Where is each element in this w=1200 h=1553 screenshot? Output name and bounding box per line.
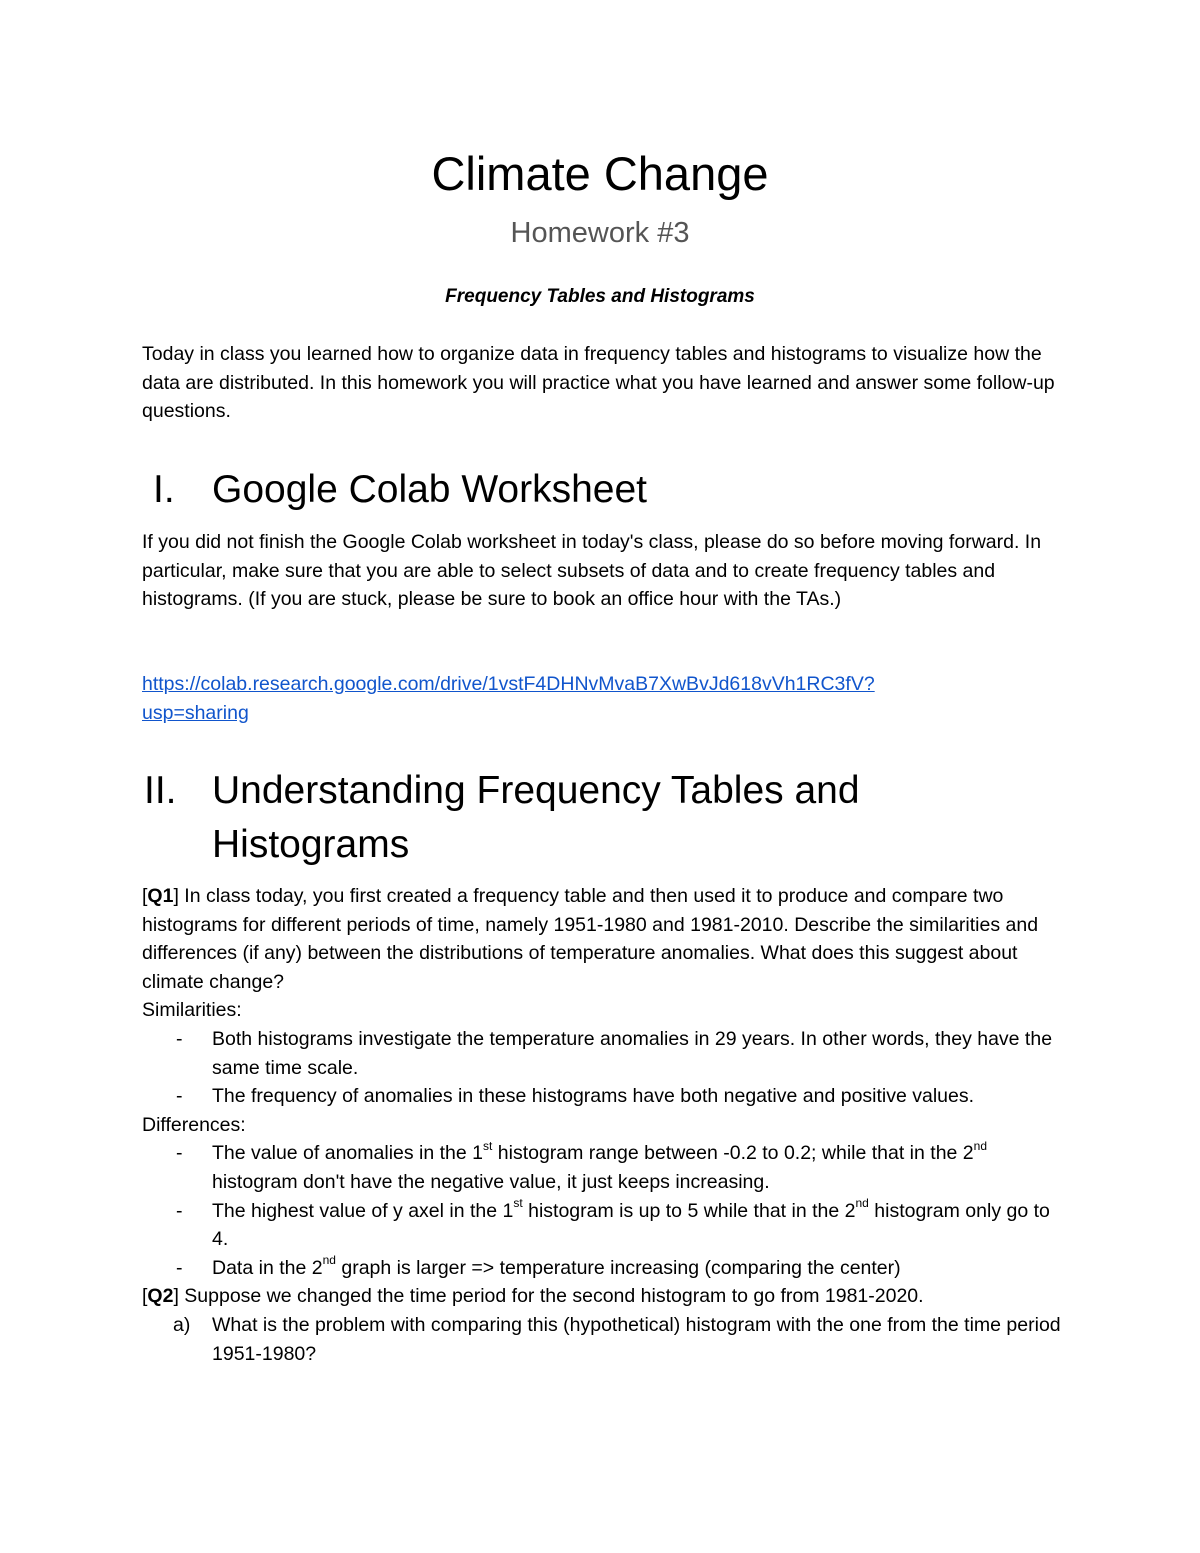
bullet-dash: - <box>176 1142 183 1165</box>
intro-paragraph <box>142 340 1062 426</box>
question-2-text: Suppose we changed the time period for the second histogram to go from 1981-2020. <box>178 1285 924 1308</box>
question-1-text: In class today, you first created a frequency table and then used it to produce and compare two histograms for different periods of time, namely 1951-1980 and 1981-2010. Describe the similarities and differences (if any) between the distributions of temperature anomalies. What does this suggest about climate change? <box>142 885 1039 993</box>
text-fragment: graph is larger => temperature increasing (comparing the center) <box>335 1256 901 1279</box>
section-heading-frequency <box>142 764 1062 872</box>
section-title-line-2: Histograms <box>212 823 410 866</box>
list-item-text: The frequency of anomalies in these histograms have both negative and positive values. <box>212 1085 975 1108</box>
list-item <box>142 1254 1062 1283</box>
list-item-text <box>212 1253 901 1279</box>
ordinal-suffix: st <box>483 1138 493 1153</box>
section-number: II. <box>144 769 177 812</box>
question-2: [Q2] Suppose we changed the time period for the second histogram to go from 1981-2020. <box>142 1285 924 1308</box>
part-marker: a) <box>173 1313 191 1336</box>
list-item-text <box>212 1196 1050 1251</box>
topic-subheading: Frequency Tables and Histograms <box>445 286 755 307</box>
list-item <box>142 1197 1062 1254</box>
intro-text: Today in class you learned how to organize data in frequency tables and histograms to visualize how the data are distributed. In this homework you will practice what you have learned and answer some follow-up questions. <box>142 343 1055 423</box>
colab-paragraph <box>142 528 1062 614</box>
questions-block <box>142 882 1062 1368</box>
question-1-label: Q1 <box>147 885 174 907</box>
text-fragment: Data in the 2 <box>212 1256 323 1279</box>
text-fragment: The value of anomalies in the 1 <box>212 1142 484 1165</box>
document-subtitle: Homework #3 <box>510 217 690 249</box>
text-fragment: histogram only go to 4. <box>212 1199 1050 1251</box>
list-item <box>142 1311 1062 1368</box>
colab-link-line-1[interactable]: https://colab.research.google.com/drive/1vstF4DHNvMvaB7XwBvJd618vVh1RC3fV? <box>142 673 875 695</box>
bullet-dash: - <box>176 1199 183 1222</box>
ordinal-suffix: nd <box>973 1138 988 1153</box>
ordinal-suffix: st <box>513 1196 523 1211</box>
bullet-dash: - <box>176 1256 183 1279</box>
section-heading-colab <box>142 463 1062 517</box>
list-item-text: What is the problem with comparing this (hypothetical) histogram with the one from the time period 1951-1980? <box>212 1313 1061 1365</box>
text-fragment: histogram range between -0.2 to 0.2; while that in the 2 <box>492 1142 974 1165</box>
colab-link[interactable] <box>142 670 1062 727</box>
question-2-label: Q2 <box>147 1285 174 1308</box>
colab-link-line-2[interactable]: usp=sharing <box>142 701 249 724</box>
section-title-line-1: Understanding Frequency Tables and <box>212 769 860 812</box>
list-item <box>142 1025 1062 1082</box>
question-2-parts <box>142 1311 1062 1368</box>
question-1: [Q1] In class today, you first created a frequency table and then used it to produce and compare two histograms for different periods of time, namely 1951-1980 and 1981-2010. Describe the similarities and differences (if any) between the distributions of temperature anomalies. What does this suggest about climate change? <box>142 885 1039 993</box>
ordinal-suffix: nd <box>855 1196 869 1211</box>
list-item <box>142 1139 1062 1196</box>
ordinal-suffix: nd <box>322 1253 336 1268</box>
bullet-dash: - <box>176 1027 183 1050</box>
differences-list <box>142 1139 1062 1282</box>
list-item-text <box>212 1138 988 1193</box>
text-fragment: histogram is up to 5 while that in the 2 <box>522 1199 856 1222</box>
list-item-text: Both histograms investigate the temperature anomalies in 29 years. In other words, they have the same time scale. <box>212 1027 1053 1079</box>
text-fragment: The highest value of y axel in the 1 <box>212 1199 514 1222</box>
similarities-list <box>142 1025 1062 1111</box>
section-title: Google Colab Worksheet <box>212 468 648 511</box>
section-number: I. <box>153 468 175 511</box>
text-fragment: histogram don't have the negative value, it just keeps increasing. <box>212 1170 770 1193</box>
similarities-label: Similarities: <box>142 999 242 1022</box>
colab-text: If you did not finish the Google Colab worksheet in today's class, please do so before moving forward. In particular, make sure that you are able to select subsets of data and to create frequency tables and histograms. (If you are stuck, please be sure to book an office hour with the TAs.) <box>142 531 1042 611</box>
list-item <box>142 1082 1062 1111</box>
document-title: Climate Change <box>431 147 769 200</box>
differences-label: Differences: <box>142 1113 246 1136</box>
bullet-dash: - <box>176 1085 183 1108</box>
